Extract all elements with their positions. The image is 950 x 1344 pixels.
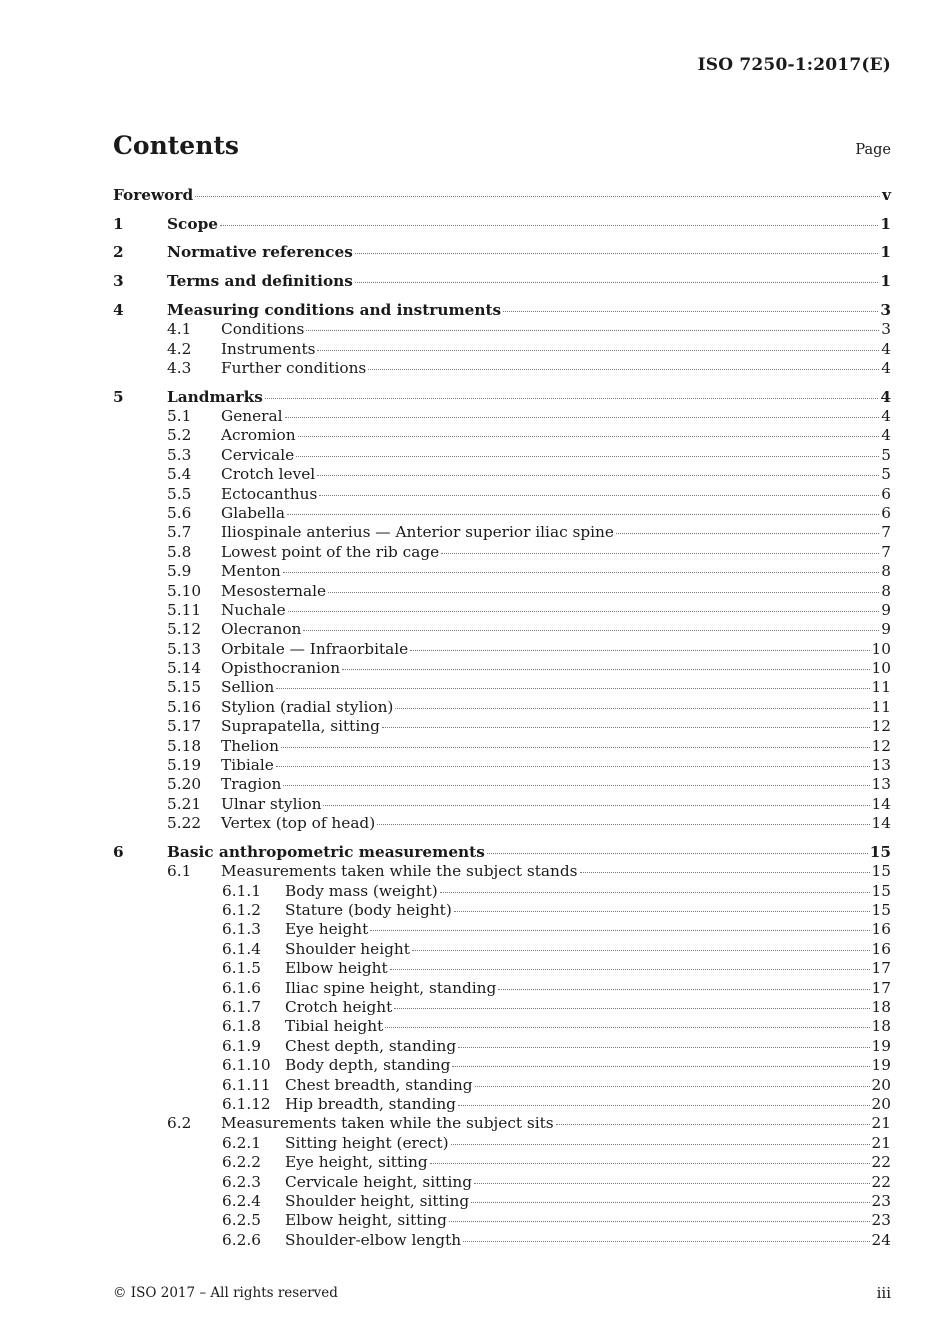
toc-entry-page[interactable]: 3	[881, 320, 891, 339]
toc-entry-title[interactable]: Body depth, standing	[285, 1056, 451, 1075]
toc-entry-number: 4.3	[167, 358, 192, 377]
toc-entry-number: 2	[113, 243, 124, 262]
toc-entry-title[interactable]: Scope	[167, 214, 218, 233]
dot-leader	[463, 1241, 869, 1242]
toc-entry-page[interactable]: 23	[871, 1191, 891, 1210]
toc-entry-title[interactable]: Normative references	[167, 243, 353, 262]
toc-entry-page[interactable]: 4	[881, 407, 891, 425]
toc-entry[interactable]	[113, 243, 891, 262]
toc-entry-page[interactable]: 8	[881, 562, 891, 581]
dot-leader	[441, 553, 879, 554]
toc-entry-number: 6.1.4	[222, 939, 261, 958]
toc-entry[interactable]	[113, 485, 891, 504]
toc-entry[interactable]	[113, 504, 891, 523]
toc-entry-title[interactable]: Eye height, sitting	[285, 1153, 428, 1172]
dot-leader	[288, 611, 880, 612]
toc-entry-page[interactable]: 5	[881, 465, 891, 484]
dot-leader	[285, 417, 880, 418]
toc-entry-page[interactable]: 8	[881, 581, 891, 600]
toc-entry[interactable]	[113, 862, 891, 881]
toc-entry-number: 5.10	[167, 581, 202, 600]
toc-entry-title[interactable]: Vertex (top of head)	[221, 814, 376, 833]
toc-entry-number: 6.1.5	[222, 959, 261, 978]
toc-entry[interactable]	[113, 465, 891, 484]
toc-entry-number: 5.22	[167, 814, 202, 833]
dot-leader	[220, 225, 878, 226]
dot-leader	[471, 1202, 869, 1203]
toc-entry-number: 5.3	[167, 445, 192, 464]
toc-entry-title[interactable]: Iliospinale anterius — Anterior superior iliac spine	[221, 523, 614, 542]
toc-entry-title[interactable]: Nuchale	[221, 600, 286, 619]
toc-entry-title[interactable]: Conditions	[221, 320, 305, 339]
toc-entry-title[interactable]: Shoulder height, sitting	[285, 1191, 470, 1210]
toc-entry[interactable]	[113, 901, 891, 920]
toc-entry[interactable]	[113, 407, 891, 426]
toc-entry-page[interactable]: 15	[871, 901, 891, 920]
toc-entry-page[interactable]: 22	[871, 1153, 891, 1172]
toc-entry-title[interactable]: Stylion (radial stylion)	[221, 697, 394, 716]
toc-entry-number: 5	[113, 387, 124, 406]
toc-entry[interactable]	[113, 388, 891, 407]
dot-leader	[370, 930, 869, 931]
toc-entry-page[interactable]: 5	[881, 445, 891, 464]
toc-entry-number: 6.1.3	[222, 920, 261, 939]
toc-entry[interactable]	[113, 775, 891, 794]
toc-entry-title[interactable]: Elbow height, sitting	[285, 1211, 447, 1230]
toc-entry-page[interactable]: 1	[880, 243, 891, 262]
toc-entry-page[interactable]: 14	[871, 794, 891, 813]
dot-leader	[368, 369, 879, 370]
toc-entry-title[interactable]: Acromion	[221, 426, 296, 445]
toc-entry[interactable]	[113, 1037, 891, 1056]
dot-leader	[412, 950, 870, 951]
dot-leader	[440, 892, 870, 893]
toc-entry-page[interactable]: 20	[871, 1094, 891, 1113]
toc-entry[interactable]	[113, 601, 891, 620]
toc-entry[interactable]	[113, 543, 891, 562]
toc-entry[interactable]	[113, 959, 891, 978]
toc-entry-page[interactable]: 6	[881, 503, 891, 522]
toc-entry[interactable]	[113, 301, 891, 320]
dot-leader	[276, 688, 869, 689]
toc-entry-page[interactable]: 9	[881, 600, 891, 619]
toc-entry[interactable]	[113, 659, 891, 678]
toc-entry-number: 6.2.3	[222, 1172, 261, 1191]
toc-entry-page[interactable]: 11	[871, 678, 891, 697]
toc-entry[interactable]	[113, 215, 891, 234]
toc-entry-page[interactable]: 7	[881, 523, 891, 542]
toc-entry-title[interactable]: Cervicale	[221, 445, 295, 464]
toc-entry-title[interactable]: Opisthocranion	[221, 659, 341, 678]
toc-entry-page[interactable]: 23	[871, 1211, 891, 1230]
toc-entry-number: 5.13	[167, 639, 202, 658]
contents-heading: Contents	[113, 131, 240, 160]
toc-entry-title[interactable]: Tibial height	[285, 1017, 384, 1036]
toc-entry-page[interactable]: 14	[871, 814, 891, 833]
toc-entry-number: 5.2	[167, 426, 192, 445]
toc-entry-title[interactable]: Basic anthropometric measurements	[167, 842, 485, 861]
dot-leader	[487, 853, 868, 854]
toc-entry-title[interactable]: Mesosternale	[221, 581, 327, 600]
toc-entry-title[interactable]: Lowest point of the rib cage	[221, 542, 440, 561]
dot-leader	[276, 766, 870, 767]
toc-entry-number: 5.21	[167, 794, 202, 813]
toc-entry[interactable]	[113, 340, 891, 359]
toc-entry-title[interactable]: Elbow height	[285, 959, 388, 978]
toc-entry[interactable]	[113, 843, 891, 862]
copyright-notice: © ISO 2017 – All rights reserved	[113, 1285, 338, 1301]
toc-entry-title[interactable]: Measuring conditions and instruments	[167, 300, 502, 319]
toc-entry-number: 6.2	[167, 1114, 192, 1133]
toc-entry-page[interactable]: 15	[871, 862, 891, 881]
dot-leader	[556, 1124, 870, 1125]
dot-leader	[355, 282, 878, 283]
toc-entry-number: 1	[113, 214, 124, 233]
toc-entry-number: 5.9	[167, 562, 192, 581]
toc-entry-page[interactable]: 18	[871, 998, 891, 1017]
dot-leader	[474, 1183, 870, 1184]
toc-entry-number: 5.16	[167, 697, 202, 716]
toc-entry-title[interactable]: Suprapatella, sitting	[221, 717, 380, 736]
toc-entry-title[interactable]: Sitting height (erect)	[285, 1133, 449, 1152]
toc-entry-number: 6	[113, 842, 124, 861]
toc-entry[interactable]	[113, 523, 891, 542]
toc-entry-page[interactable]: 12	[871, 717, 891, 736]
toc-entry-number: 6.2.4	[222, 1191, 261, 1210]
dot-leader	[317, 475, 879, 476]
toc-entry[interactable]	[113, 814, 891, 833]
dot-leader	[430, 1163, 870, 1164]
dot-leader	[390, 969, 870, 970]
toc-entry-title[interactable]: Crotch level	[221, 465, 316, 484]
dot-leader	[281, 747, 870, 748]
toc-entry-page[interactable]: 15	[871, 881, 891, 900]
toc-entry-number: 5.1	[167, 407, 192, 425]
toc-entry[interactable]	[113, 640, 891, 659]
toc-entry-title[interactable]: Eye height	[285, 920, 369, 939]
toc-entry-number: 5.17	[167, 717, 202, 736]
toc-entry-title[interactable]: Ectocanthus	[221, 484, 318, 503]
toc-entry-title[interactable]: Shoulder-elbow length	[285, 1230, 462, 1249]
toc-entry-title[interactable]: Hip breadth, standing	[285, 1094, 456, 1113]
dot-leader	[394, 1008, 869, 1009]
toc-entry-number: 5.4	[167, 465, 192, 484]
dot-leader	[328, 592, 879, 593]
dot-leader	[503, 311, 878, 312]
toc-entry-title[interactable]: Stature (body height)	[285, 901, 452, 920]
toc-entry-title[interactable]: Landmarks	[167, 387, 263, 406]
dot-leader	[616, 533, 879, 534]
toc-entry[interactable]	[113, 562, 891, 581]
toc-entry-title[interactable]: Crotch height	[285, 998, 393, 1017]
toc-entry[interactable]	[113, 1114, 891, 1133]
toc-entry-title[interactable]: Thelion	[221, 736, 279, 755]
toc-entry[interactable]	[113, 920, 891, 939]
toc-entry-title[interactable]: Terms and definitions	[167, 272, 353, 291]
dot-leader	[283, 572, 879, 573]
toc-entry-page[interactable]: 10	[871, 659, 891, 678]
toc-entry-page[interactable]: 20	[871, 1075, 891, 1094]
toc-entry[interactable]	[113, 940, 891, 959]
toc-entry-page[interactable]: 6	[881, 484, 891, 503]
toc-entry-number: 5.6	[167, 503, 192, 522]
table-of-contents	[113, 186, 891, 1250]
toc-entry-page[interactable]: 1	[880, 214, 891, 233]
toc-entry-number: 5.7	[167, 523, 192, 542]
toc-entry-page[interactable]: 21	[871, 1133, 891, 1152]
toc-entry-page[interactable]: 11	[871, 697, 891, 716]
toc-entry[interactable]	[113, 186, 891, 205]
toc-entry-number: 5.20	[167, 775, 202, 794]
toc-entry[interactable]	[113, 320, 891, 339]
toc-entry-number: 5.15	[167, 678, 202, 697]
dot-leader	[475, 1086, 870, 1087]
toc-entry-page[interactable]: 3	[880, 300, 891, 319]
toc-entry-number: 6.1.12	[222, 1094, 271, 1113]
toc-entry-page[interactable]: 1	[880, 272, 891, 291]
toc-entry-title[interactable]: Measurements taken while the subject stands	[221, 862, 578, 881]
dot-leader	[265, 398, 878, 399]
dot-leader	[580, 872, 870, 873]
dot-leader	[452, 1066, 869, 1067]
toc-entry[interactable]	[113, 1056, 891, 1075]
page-number: iii	[876, 1284, 891, 1302]
toc-entry-page[interactable]: 12	[871, 736, 891, 755]
toc-entry[interactable]	[113, 717, 891, 736]
toc-entry-number: 6.1.11	[222, 1075, 271, 1094]
toc-entry[interactable]	[113, 1153, 891, 1172]
toc-entry[interactable]	[113, 1134, 891, 1153]
toc-entry-title[interactable]: Tragion	[221, 775, 282, 794]
toc-entry[interactable]	[113, 998, 891, 1017]
page-column-label: Page	[855, 142, 891, 158]
toc-entry-title[interactable]: Measurements taken while the subject sits	[221, 1114, 554, 1133]
toc-entry-number: 6.1.8	[222, 1017, 261, 1036]
toc-entry[interactable]	[113, 1211, 891, 1230]
dot-leader	[382, 727, 870, 728]
toc-entry[interactable]	[113, 979, 891, 998]
toc-entry-title[interactable]: Cervicale height, sitting	[285, 1172, 472, 1191]
document-id: ISO 7250-1:2017(E)	[697, 55, 891, 75]
dot-leader	[283, 785, 869, 786]
toc-entry[interactable]	[113, 359, 891, 378]
toc-entry-page[interactable]: 16	[871, 920, 891, 939]
toc-entry-title[interactable]: Orbitale — Infraorbitale	[221, 639, 409, 658]
toc-entry-page[interactable]: 4	[880, 387, 891, 406]
toc-entry-number: 4.2	[167, 339, 192, 358]
toc-entry-number: 4.1	[167, 320, 192, 339]
toc-entry-page[interactable]: 19	[871, 1056, 891, 1075]
toc-entry-page[interactable]: 19	[871, 1036, 891, 1055]
toc-entry[interactable]	[113, 678, 891, 697]
toc-entry-page[interactable]: 4	[881, 358, 891, 377]
dot-leader	[458, 1105, 870, 1106]
toc-entry-number: 6.1.6	[222, 978, 261, 997]
toc-entry-number: 4	[113, 300, 124, 319]
toc-entry-page[interactable]: 7	[881, 542, 891, 561]
dot-leader	[287, 514, 879, 515]
toc-entry[interactable]	[113, 582, 891, 601]
toc-entry-page[interactable]: 13	[871, 775, 891, 794]
toc-entry-page[interactable]: 16	[871, 939, 891, 958]
toc-entry-title[interactable]: Foreword	[113, 186, 194, 204]
toc-entry-title[interactable]: Chest depth, standing	[285, 1036, 457, 1055]
toc-entry-title[interactable]: Tibiale	[221, 756, 274, 775]
toc-entry-number: 6.2.2	[222, 1153, 261, 1172]
toc-entry-number: 6.1.2	[222, 901, 261, 920]
toc-entry-page[interactable]: 10	[871, 639, 891, 658]
toc-entry-page[interactable]: 13	[871, 756, 891, 775]
dot-leader	[342, 669, 869, 670]
toc-entry[interactable]	[113, 1095, 891, 1114]
toc-entry-number: 5.8	[167, 542, 192, 561]
toc-entry[interactable]	[113, 737, 891, 756]
toc-entry-page[interactable]: 18	[871, 1017, 891, 1036]
toc-entry-number: 6.1.7	[222, 998, 261, 1017]
toc-entry[interactable]	[113, 1017, 891, 1036]
toc-entry-number: 5.5	[167, 484, 192, 503]
toc-entry-title[interactable]: Menton	[221, 562, 281, 581]
dot-leader	[395, 708, 869, 709]
toc-entry-page[interactable]: 17	[871, 959, 891, 978]
toc-entry[interactable]	[113, 446, 891, 465]
toc-entry[interactable]	[113, 756, 891, 775]
toc-entry[interactable]	[113, 1173, 891, 1192]
dot-leader	[451, 1144, 870, 1145]
toc-entry-page[interactable]: 9	[881, 620, 891, 639]
dot-leader	[296, 456, 879, 457]
dot-leader	[195, 196, 880, 197]
toc-entry-title[interactable]: Ulnar stylion	[221, 794, 322, 813]
toc-entry[interactable]	[113, 426, 891, 445]
toc-entry-title[interactable]: Shoulder height	[285, 939, 410, 958]
toc-entry-number: 5.19	[167, 756, 202, 775]
toc-entry-number: 3	[113, 272, 124, 291]
toc-entry-number: 6.1.10	[222, 1056, 271, 1075]
dot-leader	[410, 650, 869, 651]
toc-entry-number: 6.1	[167, 862, 192, 881]
toc-entry[interactable]	[113, 698, 891, 717]
dot-leader	[323, 805, 869, 806]
toc-entry-title[interactable]: General	[221, 407, 283, 425]
toc-entry-page[interactable]: 22	[871, 1172, 891, 1191]
toc-entry-title[interactable]: Instruments	[221, 339, 316, 358]
dot-leader	[385, 1027, 869, 1028]
toc-entry-number: 6.1.1	[222, 881, 261, 900]
dot-leader	[449, 1221, 870, 1222]
toc-entry-number: 6.2.6	[222, 1230, 261, 1249]
toc-entry-title[interactable]: Glabella	[221, 503, 285, 522]
toc-entry[interactable]	[113, 795, 891, 814]
toc-entry-page[interactable]: 24	[871, 1230, 891, 1249]
toc-entry-title[interactable]: Chest breadth, standing	[285, 1075, 473, 1094]
toc-entry[interactable]	[113, 882, 891, 901]
dot-leader	[303, 630, 879, 631]
toc-entry-page[interactable]: 4	[881, 339, 891, 358]
dot-leader	[319, 495, 879, 496]
toc-entry-number: 5.11	[167, 600, 202, 619]
toc-entry[interactable]	[113, 620, 891, 639]
toc-entry-page[interactable]: 17	[871, 978, 891, 997]
dot-leader	[355, 253, 879, 254]
toc-entry-number: 5.18	[167, 736, 202, 755]
dot-leader	[458, 1047, 869, 1048]
toc-entry[interactable]	[113, 1192, 891, 1211]
toc-entry-number: 5.14	[167, 659, 202, 678]
dot-leader	[317, 350, 879, 351]
dot-leader	[498, 989, 869, 990]
toc-entry-number: 6.2.5	[222, 1211, 261, 1230]
toc-entry[interactable]	[113, 1231, 891, 1250]
toc-entry-page[interactable]: 21	[871, 1114, 891, 1133]
toc-entry-page[interactable]: 15	[869, 842, 891, 861]
toc-entry[interactable]	[113, 1076, 891, 1095]
toc-entry-number: 6.1.9	[222, 1036, 261, 1055]
toc-entry-title[interactable]: Further conditions	[221, 358, 367, 377]
toc-entry-number: 6.2.1	[222, 1133, 261, 1152]
toc-entry[interactable]	[113, 272, 891, 291]
toc-entry-page[interactable]: 4	[881, 426, 891, 445]
toc-entry-title[interactable]: Sellion	[221, 678, 275, 697]
dot-leader	[377, 824, 869, 825]
toc-entry-page[interactable]: v	[882, 186, 891, 204]
dot-leader	[454, 911, 870, 912]
toc-entry-title[interactable]: Body mass (weight)	[285, 881, 438, 900]
dot-leader	[306, 330, 879, 331]
dot-leader	[298, 436, 880, 437]
toc-entry-title[interactable]: Iliac spine height, standing	[285, 978, 497, 997]
toc-entry-title[interactable]: Olecranon	[221, 620, 302, 639]
toc-entry-number: 5.12	[167, 620, 202, 639]
